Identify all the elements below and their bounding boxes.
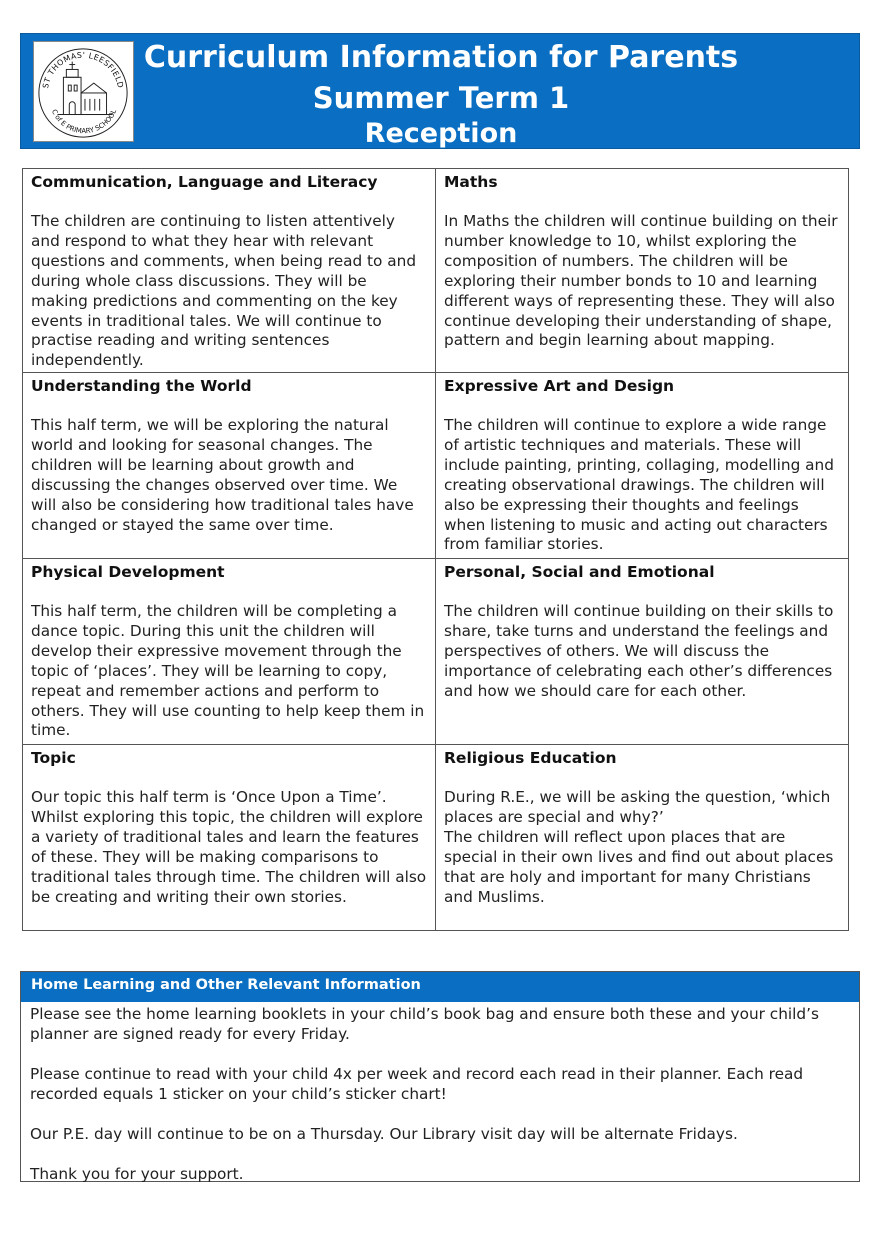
- logo-text-top: ST THOMAS' LEESFIELD: [41, 50, 126, 90]
- home-learning-paragraph: Please see the home learning booklets in your child’s book bag and ensure both these and your child’s planner are signed ready for every Friday.: [30, 1005, 819, 1043]
- home-learning-paragraph: Our P.E. day will continue to be on a Thursday. Our Library visit day will be alternate Fridays.: [30, 1125, 738, 1143]
- section-body-extra: The children will reflect upon places that are special in their own lives and find out about places that are holy and important for many Christians and Muslims.: [444, 827, 834, 906]
- school-crest-icon: [34, 42, 133, 141]
- section-religious-education: [436, 745, 849, 930]
- section-heading: Topic: [31, 749, 76, 767]
- section-body: This half term, the children will be completing a dance topic. During this unit the children will develop their expressive movement through the topic of ‘places’. They will be learning to copy, repeat and remember actions and perform to others. They will use counting to help keep them in time.: [31, 602, 425, 740]
- header-banner: [20, 33, 860, 149]
- section-expressive-art: [436, 373, 849, 559]
- section-communication: [23, 169, 436, 373]
- logo-text-bottom: C of E PRIMARY SCHOOL: [49, 108, 119, 136]
- section-understanding-world: [23, 373, 436, 559]
- section-body: Our topic this half term is ‘Once Upon a Time’. Whilst exploring this topic, the children will explore a variety of traditional tales and learn the features of these. They will be making comparisons to traditional tales through time. The children will also be creating and writing their own stories.: [31, 788, 427, 906]
- section-body: The children will continue to explore a wide range of artistic techniques and materials. These will include painting, printing, collaging, modelling and creating observational drawings. The children will also be expressing their thoughts and feelings when listening to music and acting out characters from familiar stories.: [444, 416, 834, 554]
- section-body: During R.E., we will be asking the question, ‘which places are special and why?’: [444, 788, 831, 826]
- section-heading: Religious Education: [444, 749, 617, 767]
- home-learning-body: [30, 1004, 855, 1184]
- section-body: The children will continue building on their skills to share, take turns and understand the feelings and perspectives of others. We will discuss the importance of celebrating each other’s differences and how we should care for each other.: [444, 602, 834, 700]
- home-learning-box: [20, 971, 860, 1182]
- home-learning-paragraph: Please continue to read with your child 4x per week and record each read in their planner. Each read recorded equals 1 sticker on your child’s sticker chart!: [30, 1065, 804, 1103]
- section-heading: Expressive Art and Design: [444, 377, 675, 395]
- section-body: The children are continuing to listen attentively and respond to what they hear with relevant questions and comments, when being read to and during whole class discussions. They will be making predictions and commenting on the key events in traditional tales. We will continue to practise reading and writing sentences independently.: [31, 212, 417, 370]
- home-learning-paragraph: Thank you for your support.: [30, 1165, 244, 1183]
- section-physical-development: [23, 559, 436, 745]
- section-body: This half term, we will be exploring the natural world and looking for seasonal changes. The children will be learning about growth and discussing the changes observed over time. We will also be considering how traditional tales have changed or stayed the same over time.: [31, 416, 414, 534]
- section-topic: [23, 745, 436, 930]
- year-group-title: Reception: [364, 118, 518, 149]
- section-heading: Physical Development: [31, 563, 225, 581]
- curriculum-grid: [22, 168, 849, 931]
- section-personal-social: [436, 559, 849, 745]
- section-maths: [436, 169, 849, 373]
- school-logo: [33, 41, 134, 142]
- section-heading: Communication, Language and Literacy: [31, 173, 378, 191]
- home-learning-heading: Home Learning and Other Relevant Information: [21, 972, 859, 1002]
- section-heading: Maths: [444, 173, 498, 191]
- section-body: In Maths the children will continue building on their number knowledge to 10, whilst exploring the composition of numbers. The children will be exploring their number bonds to 10 and learning different ways of representing these. They will also continue developing their understanding of shape, pattern and begin learning about mapping.: [444, 212, 838, 350]
- section-heading: Personal, Social and Emotional: [444, 563, 715, 581]
- term-title: Summer Term 1: [312, 81, 570, 115]
- page-title: Curriculum Information for Parents: [143, 40, 739, 75]
- section-heading: Understanding the World: [31, 377, 252, 395]
